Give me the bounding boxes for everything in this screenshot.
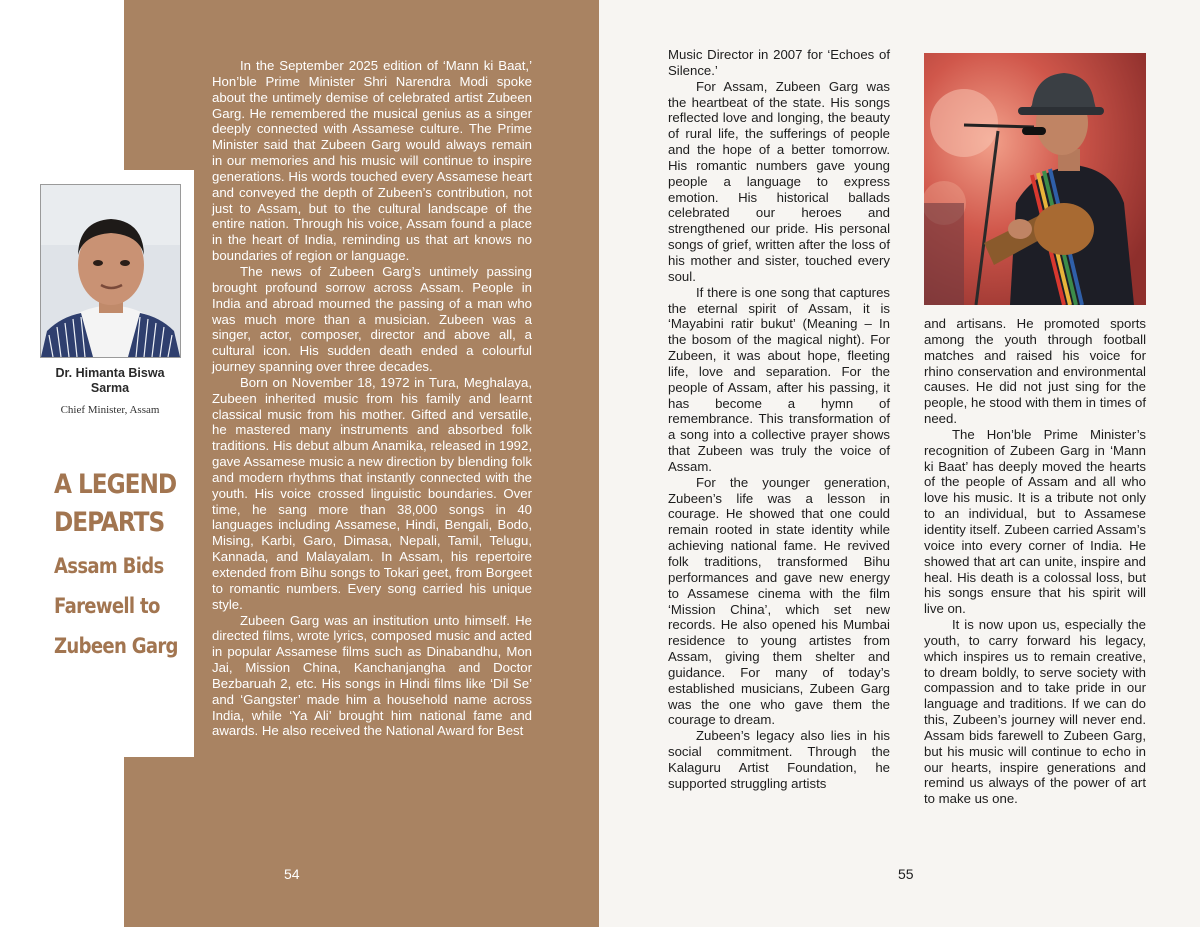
paragraph: It is now upon us, especially the youth, to carry forward his legacy, which inspires us to remain creative, to dream boldly, to serve society with compassion and to take pride in our language and traditions. If we can do this, Zubeen’s journey will never end. Assam bids farewell to Zubeen Garg, but his music will continue to echo in our hearts, inspire generations and remind us always of the power of art to make us one.: [924, 617, 1146, 807]
paragraph: For Assam, Zubeen Garg was the heartbeat of the state. His songs reflected love and longing, the beauty of rural life, the sufferings of people and the hope of a better tomorrow. His romantic numbers gave young people a language to express emotion. His historical ballads celebrated our heroes and strengthened our pride. His personal songs of grief, written after the loss of his mother and sister, touched every soul.: [668, 78, 890, 284]
left-column-text: [212, 58, 532, 739]
author-name-line2: Sarma: [90, 381, 130, 395]
headline-line4: Farewell to: [54, 594, 160, 618]
paragraph: Music Director in 2007 for ‘Echoes of Silence.’: [668, 47, 890, 78]
paragraph: The Hon’ble Prime Minister’s recognition of Zubeen Garg in ‘Mann ki Baat’ has deeply moved the hearts of the people of Assam and all who love his music. It is a tribute not only to an individual, but to Assamese identity itself. Zubeen carried Assam’s voice into every corner of India. He showed that art can unite, inspire and heal. His death is a colossal loss, but his songs ensure that his spirit will live on.: [924, 426, 1146, 617]
page-number-left: 54: [284, 866, 300, 882]
author-role: Chief Minister, Assam: [60, 404, 160, 416]
author-portrait: [40, 184, 181, 358]
paragraph: Zubeen’s legacy also lies in his social commitment. Through the Kalaguru Artist Foundation, he supported struggling artists: [668, 728, 890, 791]
author-name-line1: Dr. Himanta Biswa: [55, 366, 165, 380]
paragraph: In the September 2025 edition of ‘Mann ki Baat,’ Hon’ble Prime Minister Shri Narendra Modi spoke about the untimely demise of celebrated artist Zubeen Garg. He remembered the musical genius as a singer deeply connected with Assamese culture. The Prime Minister said that Zubeen Garg would always remain in our memories and his music will continue to inspire generations. His words touched every Assamese heart and conveyed the depth of Zubeen’s contribution, not just to Assam, but to the cultural landscape of the entire nation. Through his voice, Assam found a place in the heart of India, reminding us that art knows no boundaries of region or language.: [212, 58, 532, 264]
paragraph: Zubeen Garg was an institution unto himself. He directed films, wrote lyrics, composed music and acted in popular Assamese films such as Dinabandhu, Mon Jai, Mission China, Kanchanjangha and Doctor Bezbaruah 2, etc. His songs in Hindi films like ‘Dil Se’ and ‘Gangster’ made him a household name across India, while ‘Ya Ali’ brought him national fame and awards. He also received the National Award for Best: [212, 612, 532, 739]
singer-performance-photo: [924, 53, 1146, 305]
headline-line2: DEPARTS: [54, 507, 165, 538]
right-column-text: [924, 316, 1146, 807]
headline-line5: Zubeen Garg: [54, 634, 178, 658]
page-number-right: 55: [898, 866, 914, 882]
paragraph: The news of Zubeen Garg’s untimely passing brought profound sorrow across Assam. People in India and abroad mourned the passing of a man who was much more than a musician. Zubeen was a singer, actor, composer, director and above all, a cultural icon. His sudden death ended a colourful journey spanning over three decades.: [212, 263, 532, 375]
middle-column-text: [668, 47, 890, 792]
paragraph: and artisans. He promoted sports among the youth through football matches and raised his voice for rhino conservation and environmental causes. He did not just sing for the people, he stood with them in times of need.: [924, 316, 1146, 427]
paragraph: For the younger generation, Zubeen’s life was a lesson in courage. He showed that one could remain rooted in state identity while achieving national fame. He revived folk traditions, transformed Bihu performances and gave new energy to Assamese cinema with the film ‘Mission China’, which set new records. He also opened his Mumbai residence to young artistes from Assam, giving them shelter and guidance. For many of today’s established musicians, Zubeen Garg was the one who gave them the courage to dream.: [668, 474, 890, 728]
article-headline: [54, 466, 204, 666]
headline-line1: A LEGEND: [54, 469, 177, 500]
author-name: [30, 366, 190, 396]
paragraph: If there is one song that captures the eternal spirit of Assam, it is ‘Mayabini ratir bukut’ (Meaning – In the bosom of the magical night). For Zubeen, it was about hope, fleeting life, love and separation. For the people of Assam, after his passing, it has become a hymn of remembrance. This transformation of a song into a collective prayer shows that Zubeen was truly the voice of Assam.: [668, 284, 890, 474]
headline-line3: Assam Bids: [54, 554, 164, 578]
paragraph: Born on November 18, 1972 in Tura, Meghalaya, Zubeen inherited music from his family and learnt classical music from his mother. Gifted and versatile, he mastered many instruments and absorbed folk traditions. His debut album Anamika, released in 1992, gave Assamese music a new direction by blending folk and modern rhythms that instantly connected with the youth. His voice crossed linguistic boundaries. Over time, he sang more than 38,000 songs in 40 languages including Assamese, Hindi, Bengali, Bodo, Mising, Karbi, Garo, Dimasa, Nepali, Tamil, Telugu, Kannada, and Malayalam. In Assam, his repertoire extended from Bihu songs to Tokari geet, from Borgeet to romantic numbers. Every song carried his unique style.: [212, 374, 532, 612]
